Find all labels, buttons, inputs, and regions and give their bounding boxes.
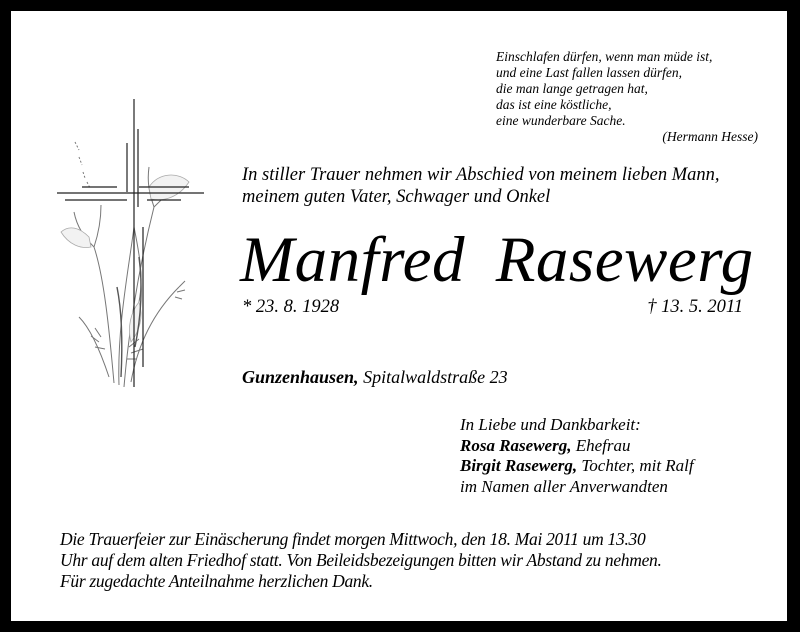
intro-line: In stiller Trauer nehmen wir Abschied von meinem lieben Mann, [242, 165, 720, 185]
signers-heading: In Liebe und Dankbarkeit: [460, 415, 641, 434]
address-city: Gunzenhausen, [242, 367, 359, 387]
cross-with-lilies-icon [39, 87, 204, 387]
death-date: † 13. 5. 2011 [647, 297, 743, 317]
notice-line: Die Trauerfeier zur Einäscherung findet morgen Mittwoch, den 18. Mai 2011 um 13.30 [60, 529, 646, 549]
funeral-notice [60, 529, 760, 592]
address-street: Spitalwaldstraße 23 [358, 367, 508, 387]
notice-line: Uhr auf dem alten Friedhof statt. Von Beileidsbezeigungen bitten wir Abstand zu nehmen. [60, 550, 662, 570]
notice-line: Für zugedachte Anteilnahme herzlichen Dank. [60, 571, 373, 591]
signer-relation: Ehefrau [571, 435, 631, 455]
signers-block [460, 415, 694, 497]
deceased-name: Manfred Rasewerg [240, 224, 754, 296]
signer-name: Birgit Rasewerg, [460, 456, 578, 475]
signer-relation: Tochter, mit Ralf [577, 456, 694, 475]
intro-line: meinem guten Vater, Schwager und Onkel [242, 187, 551, 207]
poem-line: Einschlafen dürfen, wenn man müde ist, [496, 49, 713, 64]
poem-line: die man lange getragen hat, [496, 81, 648, 96]
signer-entry [460, 456, 694, 477]
address [242, 367, 508, 388]
intro-text [242, 164, 782, 208]
signer-entry [460, 436, 694, 457]
signers-closing: im Namen aller Anverwandten [460, 476, 668, 496]
poem-author: (Hermann Hesse) [662, 129, 758, 144]
poem-line: das ist eine köstliche, [496, 97, 612, 112]
birth-date: * 23. 8. 1928 [242, 297, 340, 317]
poem-quote [496, 49, 762, 145]
signer-name: Rosa Rasewerg, [460, 435, 572, 455]
poem-line: und eine Last fallen lassen dürfen, [496, 65, 682, 80]
obituary-notice [11, 11, 787, 621]
poem-line: eine wunderbare Sache. [496, 113, 626, 128]
